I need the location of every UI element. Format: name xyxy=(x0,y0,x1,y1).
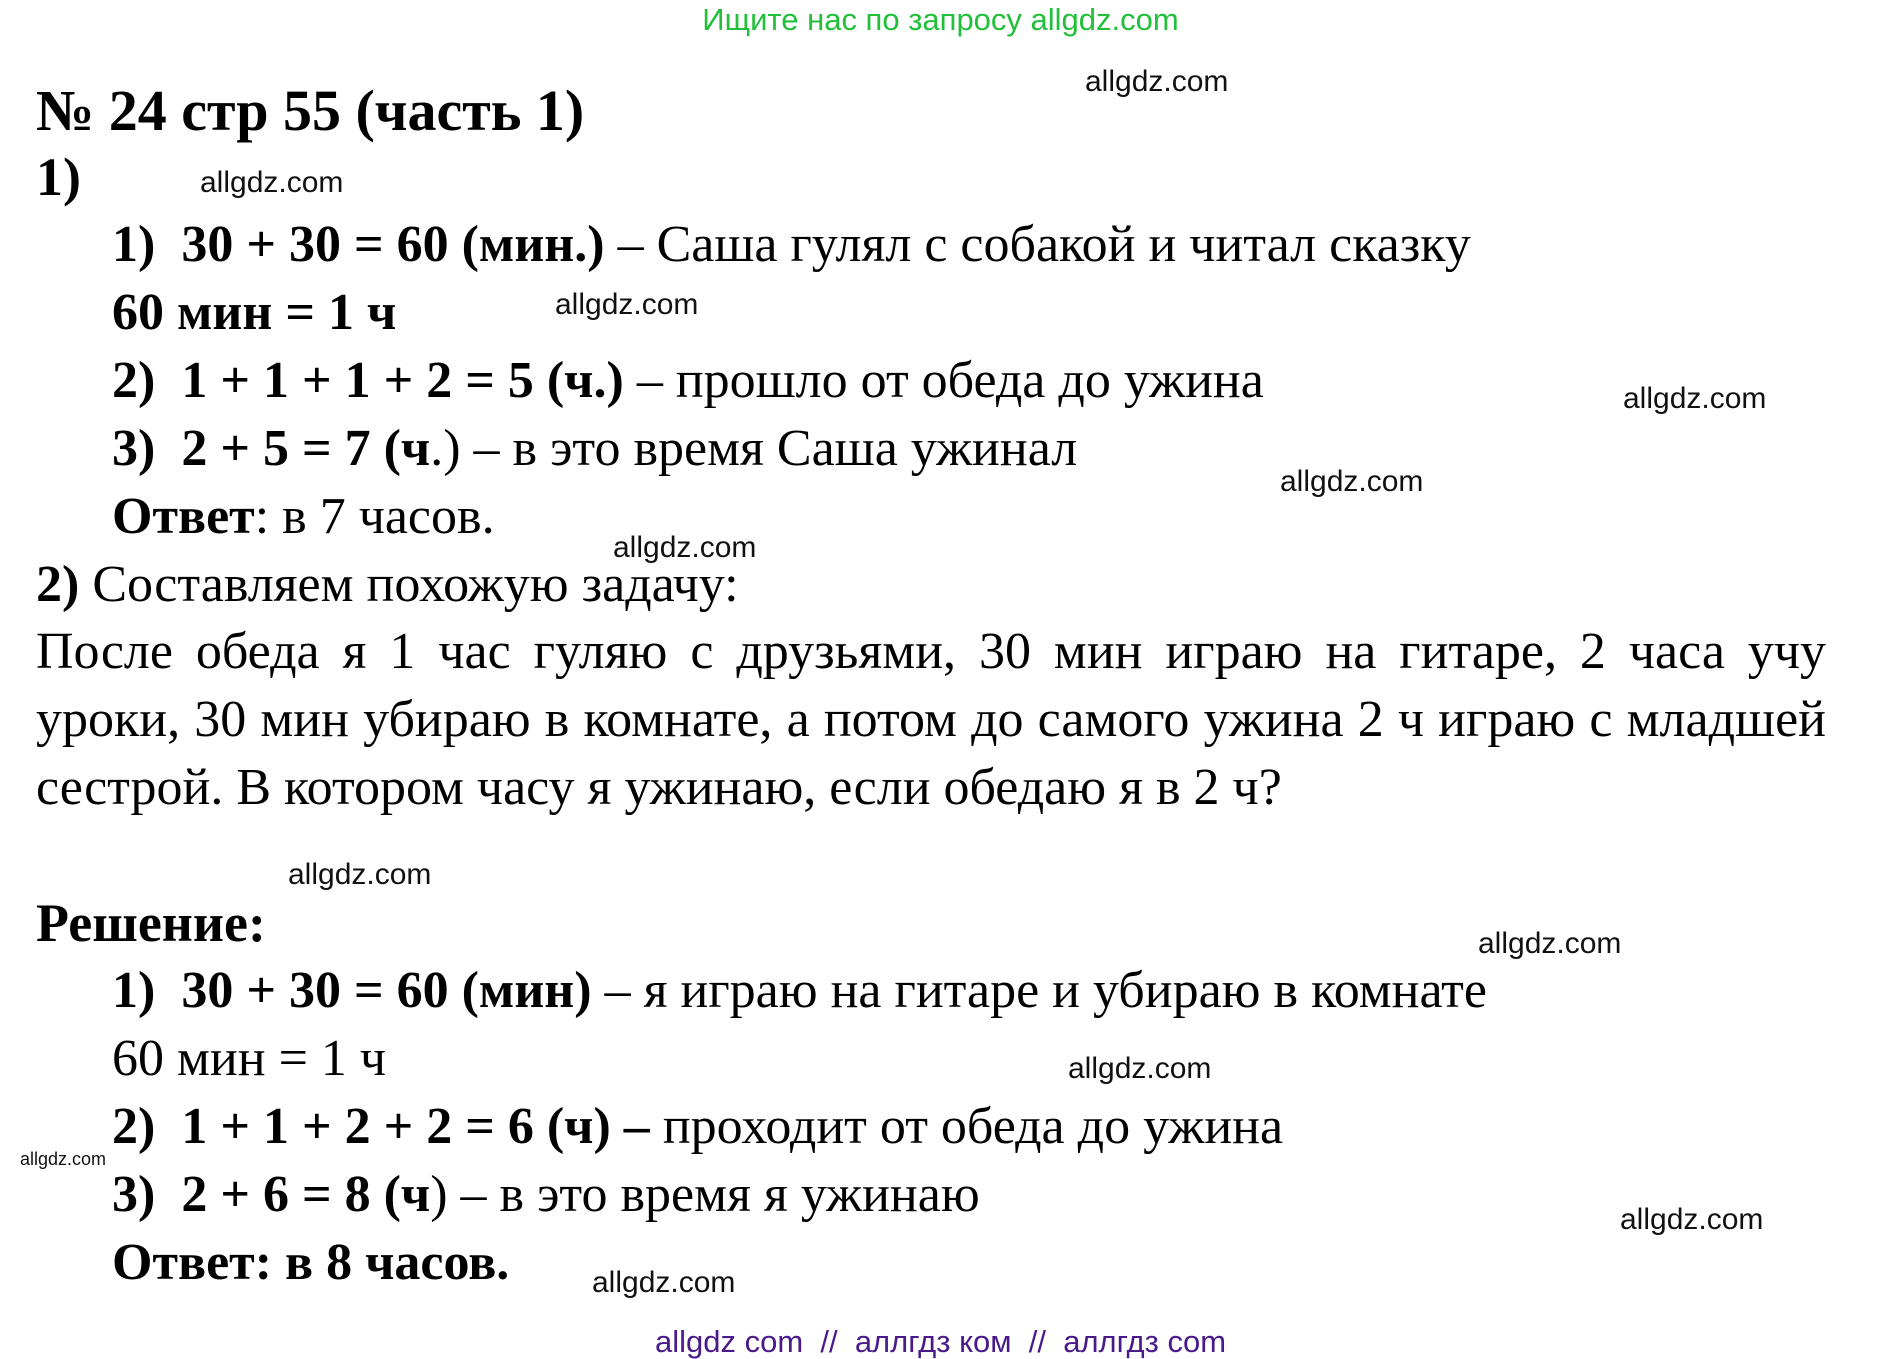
watermark: allgdz.com xyxy=(1620,1203,1764,1236)
answer-label: Ответ xyxy=(112,488,255,545)
watermark: allgdz.com xyxy=(613,531,757,564)
step-desc: .) – в это время Саша ужинал xyxy=(430,420,1078,477)
watermark: allgdz.com xyxy=(1068,1052,1212,1085)
step-num: 2) xyxy=(112,1098,156,1155)
part2-label: 2) xyxy=(36,556,80,613)
step-desc: – Саша гулял с собакой и читал сказку xyxy=(604,216,1471,273)
part2-intro xyxy=(36,554,739,616)
step-num: 3) xyxy=(112,420,156,477)
watermark: allgdz.com xyxy=(1280,465,1424,498)
step-desc: проходит от обеда до ужина xyxy=(649,1098,1284,1155)
part1-conversion: 60 мин = 1 ч xyxy=(112,284,397,341)
watermark: allgdz.com xyxy=(20,1149,107,1169)
part1-step-1 xyxy=(112,214,1471,276)
part1-step-2 xyxy=(112,350,1264,412)
step-expr: 30 + 30 = 60 (мин) xyxy=(181,962,592,1019)
problem-text: После обеда я 1 час гуляю с друзьями, 30 мин играю на гитаре, 2 часа учу уроки, 30 мин убираю в комнате, а потом до самого ужина 2 ч играю с младшей сестрой. В котором часу я ужинаю, если обедаю я в 2 ч? xyxy=(36,623,1826,816)
watermark: allgdz.com xyxy=(555,288,699,321)
watermark: allgdz.com xyxy=(1478,927,1622,960)
step-expr: 30 + 30 = 60 (мин.) xyxy=(181,216,605,273)
step-num: 1) xyxy=(112,216,156,273)
part2-step-2 xyxy=(112,1096,1283,1158)
step-expr: 2 + 6 = 8 (ч xyxy=(181,1166,431,1223)
part2-conversion: 60 мин = 1 ч xyxy=(112,1030,387,1087)
watermark: allgdz.com xyxy=(1085,65,1229,98)
step-desc: ) – в это время я ужинаю xyxy=(430,1166,980,1223)
step-expr: 2 + 5 = 7 (ч xyxy=(181,420,431,477)
step-num: 2) xyxy=(112,352,156,409)
part2-answer: Ответ: в 8 часов. xyxy=(112,1234,510,1291)
step-expr: 1 + 1 + 1 + 2 = 5 (ч.) xyxy=(181,352,624,409)
part2-intro-text: Составляем похожую задачу: xyxy=(79,556,739,613)
part2-step-3 xyxy=(112,1164,980,1226)
solution-label: Решение: xyxy=(36,893,266,953)
answer-text: : в 7 часов. xyxy=(254,488,495,545)
watermark: allgdz.com xyxy=(200,166,344,199)
step-num: 3) xyxy=(112,1166,156,1223)
step-desc: – я играю на гитаре и убираю в комнате xyxy=(591,962,1487,1019)
step-expr: 1 + 1 + 2 + 2 = 6 (ч) – xyxy=(181,1098,650,1155)
search-banner: Ищите нас по запросу allgdz.com xyxy=(702,2,1179,37)
page-title: № 24 стр 55 (часть 1) xyxy=(36,78,585,143)
footer-links: allgdz com // аллгдз ком // аллгдз com xyxy=(654,1324,1227,1359)
step-desc: – прошло от обеда до ужина xyxy=(623,352,1264,409)
part1-answer xyxy=(112,486,495,548)
watermark: allgdz.com xyxy=(1623,382,1767,415)
step-num: 1) xyxy=(112,962,156,1019)
watermark: allgdz.com xyxy=(592,1266,736,1299)
watermark: allgdz.com xyxy=(288,858,432,891)
part2-step-1 xyxy=(112,960,1487,1022)
part1-step-3 xyxy=(112,418,1077,480)
part1-label: 1) xyxy=(36,147,81,207)
